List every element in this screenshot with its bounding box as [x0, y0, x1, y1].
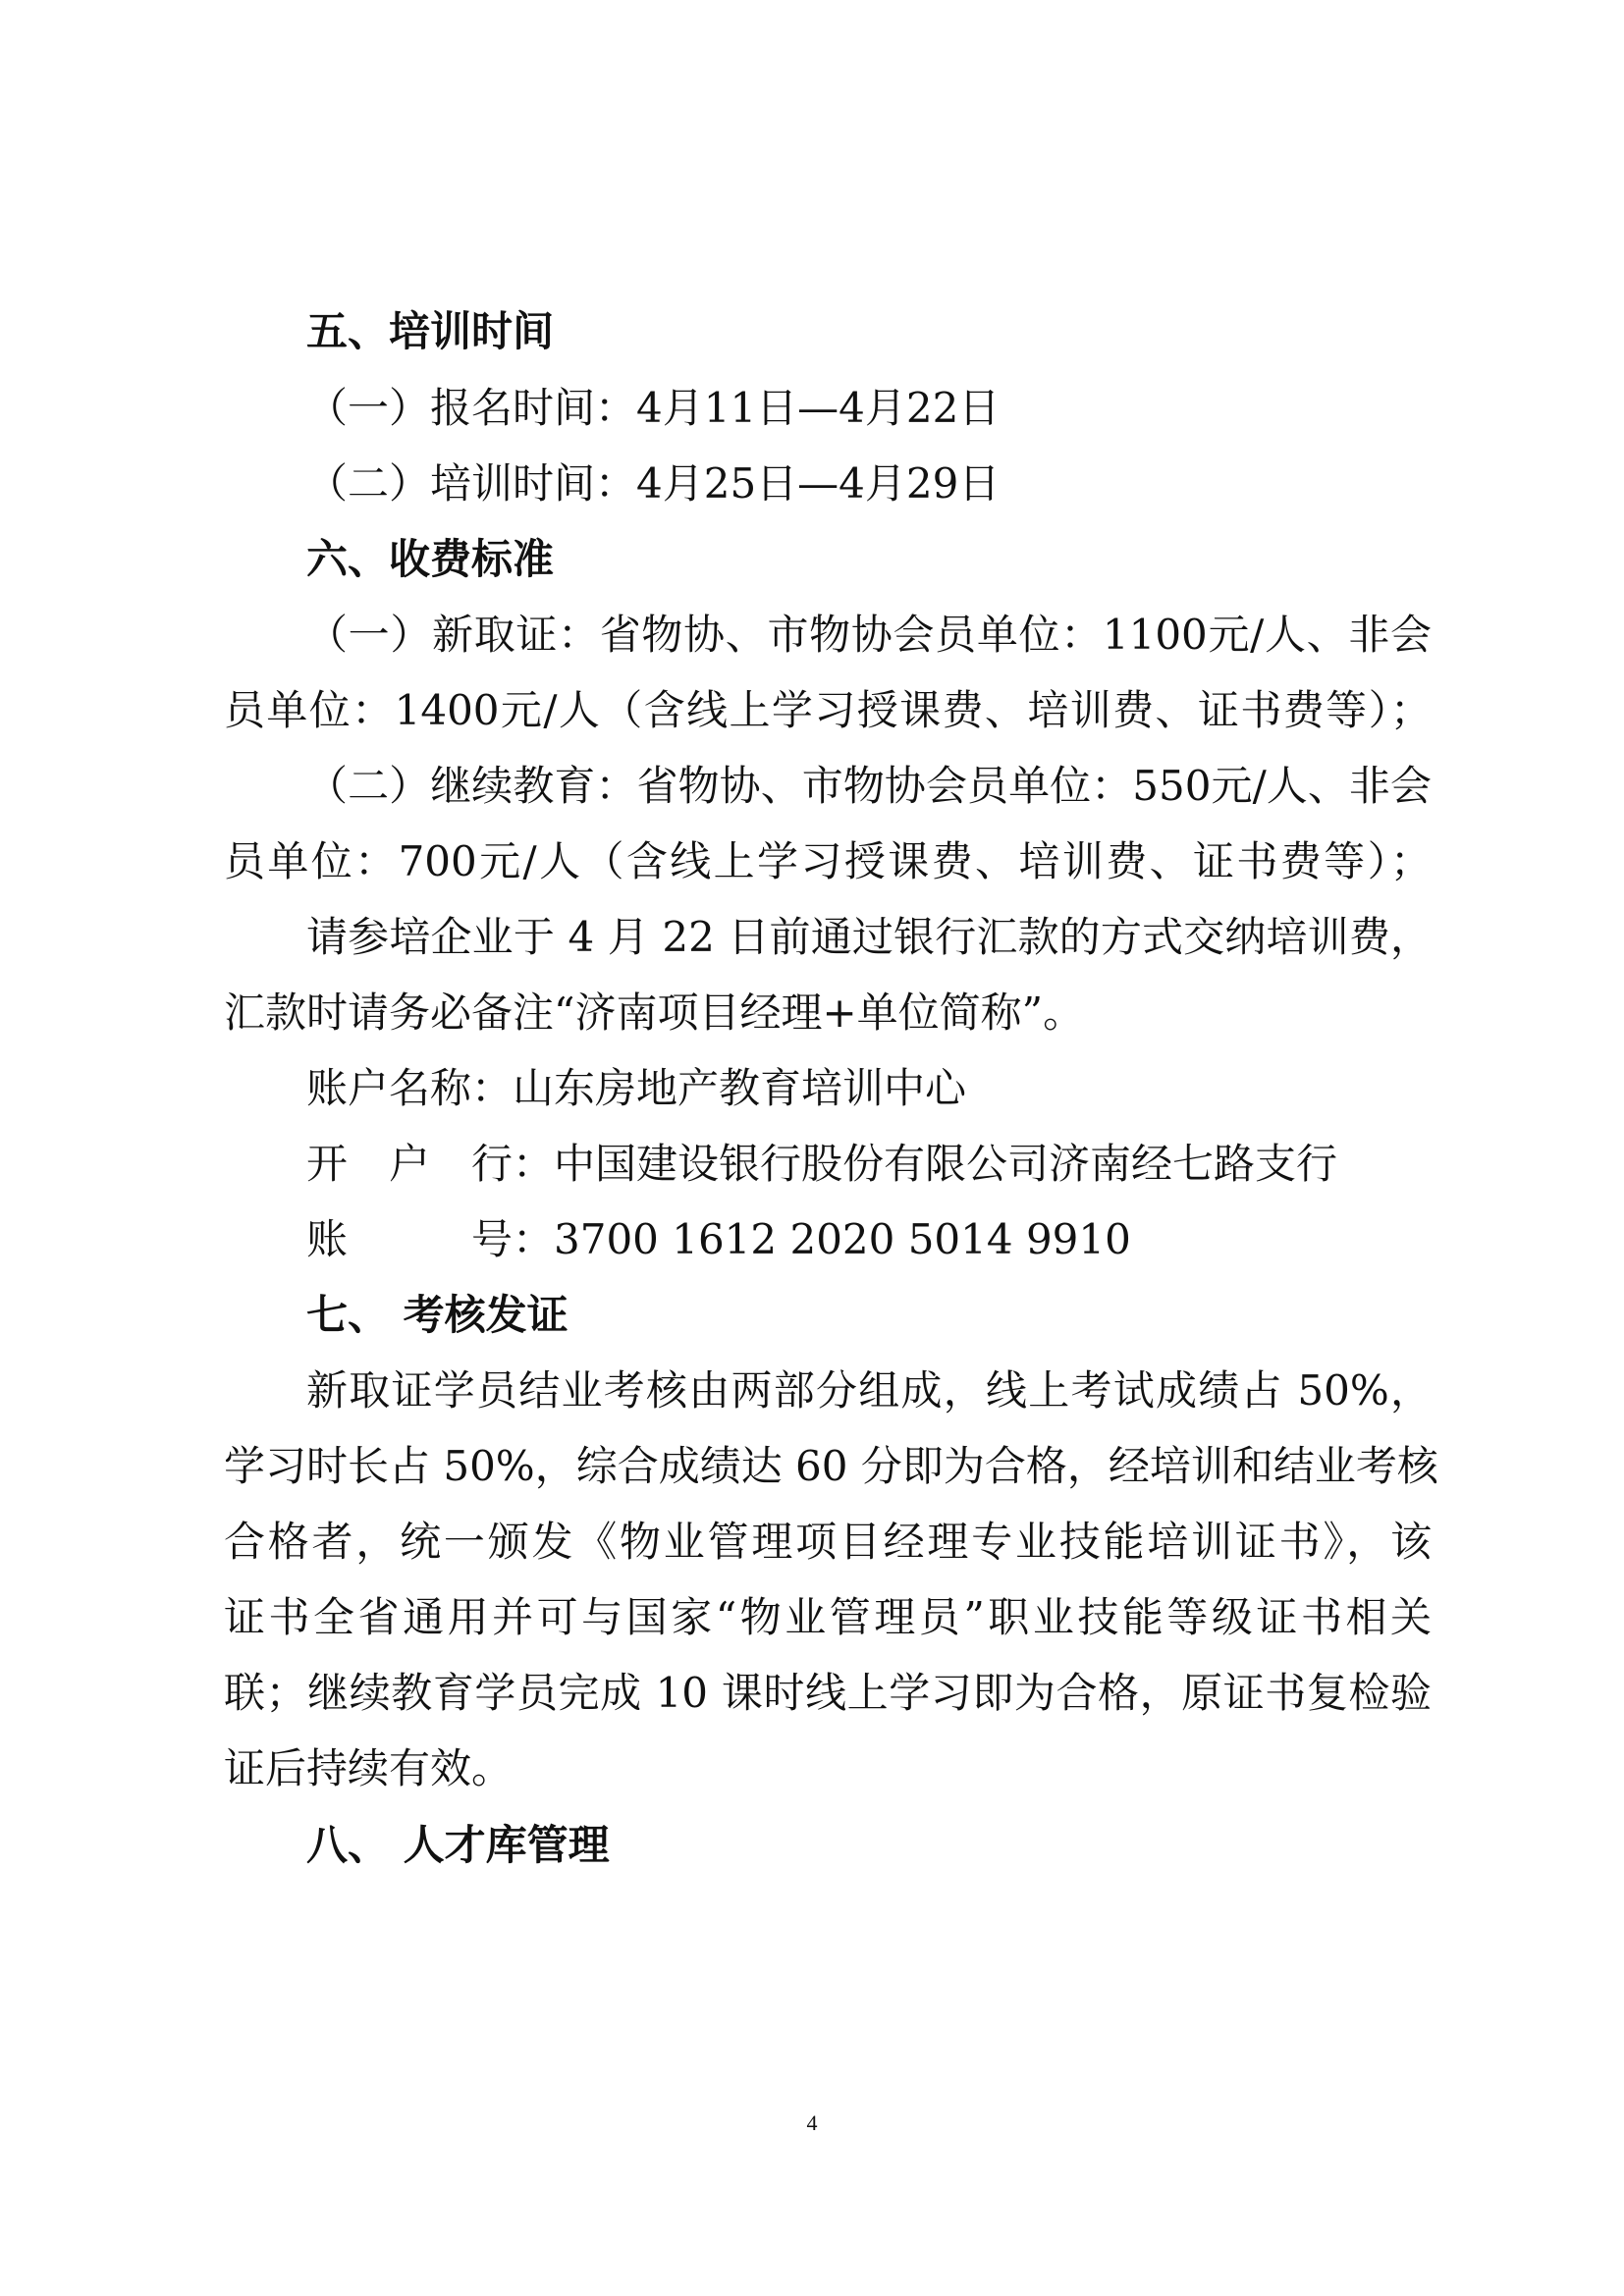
fee-new-cert-line2: 员单位：1400元/人（含线上学习授课费、培训费、证书费等）； — [224, 686, 1432, 734]
page-number: 4 — [806, 2110, 818, 2135]
payment-notice-line2: 汇款时请务必备注“济南项目经理+单位简称”。 — [224, 988, 1085, 1037]
section-heading-assessment: 七、 考核发证 — [306, 1291, 568, 1339]
account-number: 账 号：3700 1612 2020 5014 9910 — [306, 1215, 1131, 1263]
assessment-para-line6: 证后持续有效。 — [224, 1744, 514, 1792]
training-time: （二）培训时间：4月25日—4月29日 — [306, 459, 1001, 507]
section-heading-fees: 六、收费标准 — [306, 535, 555, 583]
fee-continuing-line1: （二）继续教育：省物协、市物协会员单位：550元/人、非会 — [306, 762, 1432, 810]
fee-continuing-line2: 员单位：700元/人（含线上学习授课费、培训费、证书费等）； — [224, 837, 1432, 885]
assessment-para-line1: 新取证学员结业考核由两部分组成，线上考试成绩占 50%， — [306, 1366, 1432, 1415]
account-name: 账户名称：山东房地产教育培训中心 — [306, 1064, 967, 1112]
bank-name: 开 户 行：中国建设银行股份有限公司济南经七路支行 — [306, 1140, 1338, 1188]
fee-new-cert-line1: （一）新取证：省物协、市物协会员单位：1100元/人、非会 — [306, 611, 1432, 659]
assessment-para-line3: 合格者，统一颁发《物业管理项目经理专业技能培训证书》，该 — [224, 1518, 1432, 1566]
registration-time: （一）报名时间：4月11日—4月22日 — [306, 384, 1001, 432]
assessment-para-line2: 学习时长占 50%，综合成绩达 60 分即为合格，经培训和结业考核 — [224, 1442, 1438, 1490]
assessment-para-line5: 联；继续教育学员完成 10 课时线上学习即为合格，原证书复检验 — [224, 1669, 1432, 1717]
section-heading-talent-pool: 八、 人才库管理 — [306, 1821, 610, 1869]
payment-notice-line1: 请参培企业于 4 月 22 日前通过银行汇款的方式交纳培训费， — [306, 913, 1432, 961]
section-heading-training-time: 五、培训时间 — [306, 307, 555, 355]
assessment-para-line4: 证书全省通用并可与国家“物业管理员”职业技能等级证书相关 — [224, 1593, 1432, 1641]
